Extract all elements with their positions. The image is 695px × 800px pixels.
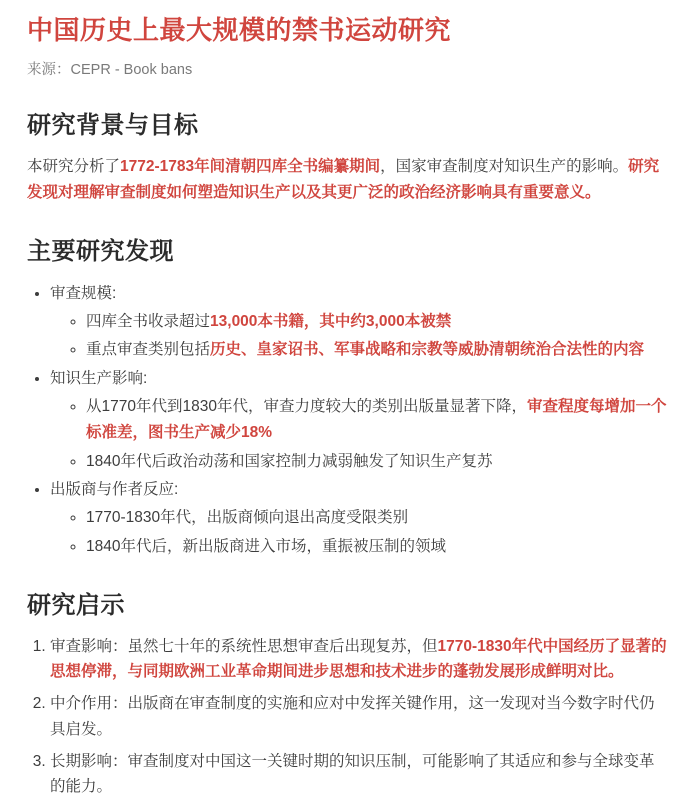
page-title: 中国历史上最大规模的禁书运动研究 xyxy=(27,15,452,45)
findings-list xyxy=(27,281,668,560)
text-segment: 从1770年代到1830年代，审查力度较大的类别出版量显著下降， xyxy=(86,397,527,415)
text-segment: 长期影响：审查制度对中国这一关键时期的知识压制，可能影响了其适应和参与全球变革的能力。 xyxy=(50,752,655,795)
text-segment: 中介作用：出版商在审查制度的实施和应对中发挥关键作用，这一发现对当今数字时代仍具启发。 xyxy=(50,695,655,738)
finding-sub-list xyxy=(50,505,668,560)
finding-sub-item xyxy=(86,449,668,475)
highlight-segment: 1770-1830年代中国经历了显著的思想停滞，与同期欧洲工业革命期间进步思想和技术进步的蓬勃发展形成鲜明对比。 xyxy=(50,638,667,681)
finding-sub-list xyxy=(50,309,668,364)
highlight-segment: 13,000本书籍，其中约3,000本被禁 xyxy=(210,312,452,330)
section-heading-background: 研究背景与目标 xyxy=(27,111,199,139)
implication-item xyxy=(50,691,668,741)
finding-item-label: 知识生产影响: xyxy=(50,369,148,387)
source-line xyxy=(27,60,668,82)
text-segment: 审查影响：虽然七十年的系统性思想审查后出现复苏，但 xyxy=(50,638,438,656)
finding-item-label: 审查规模: xyxy=(50,284,117,302)
text-segment: 四库全书收录超过 xyxy=(86,312,211,330)
implications-list xyxy=(27,634,668,799)
finding-sub-item xyxy=(86,534,668,560)
finding-item xyxy=(50,366,668,475)
text-segment: 重点审查类别包括 xyxy=(86,341,211,359)
implication-item xyxy=(50,634,668,684)
source-value: CEPR - Book bans xyxy=(70,61,193,78)
background-paragraph xyxy=(27,154,668,207)
text-segment: 1840年代后政治动荡和国家控制力减弱触发了知识生产复苏 xyxy=(86,452,493,470)
finding-sub-item xyxy=(86,309,668,335)
text-segment: 1840年代后，新出版商进入市场，重振被压制的领域 xyxy=(86,537,446,555)
text-segment: ，国家审查制度对知识生产的影响。 xyxy=(380,157,629,175)
implication-item xyxy=(50,749,668,799)
finding-sub-item xyxy=(86,394,668,447)
finding-item xyxy=(50,477,668,560)
text-segment: 本研究分析了 xyxy=(27,157,121,175)
finding-item xyxy=(50,281,668,364)
highlight-segment: 1772-1783年间清朝四库全书编纂期间 xyxy=(120,157,381,175)
finding-sub-item xyxy=(86,337,668,363)
source-label: 来源： xyxy=(27,61,71,78)
finding-sub-item xyxy=(86,505,668,531)
highlight-segment: 研究发现对理解审查制度如何塑造知识生产以及其更广泛的政治经济影响具有重要意义。 xyxy=(27,157,660,202)
section-heading-implications: 研究启示 xyxy=(27,592,125,620)
finding-item-label: 出版商与作者反应: xyxy=(50,481,179,499)
text-segment: 1770-1830年代，出版商倾向退出高度受限类别 xyxy=(86,509,409,527)
highlight-segment: 审查程度每增加一个标准差，图书生产减少18% xyxy=(86,397,667,442)
section-heading-findings: 主要研究发现 xyxy=(27,238,174,266)
highlight-segment: 历史、皇家诏书、军事战略和宗教等威胁清朝统治合法性的内容 xyxy=(210,341,645,359)
finding-sub-list xyxy=(50,394,668,475)
